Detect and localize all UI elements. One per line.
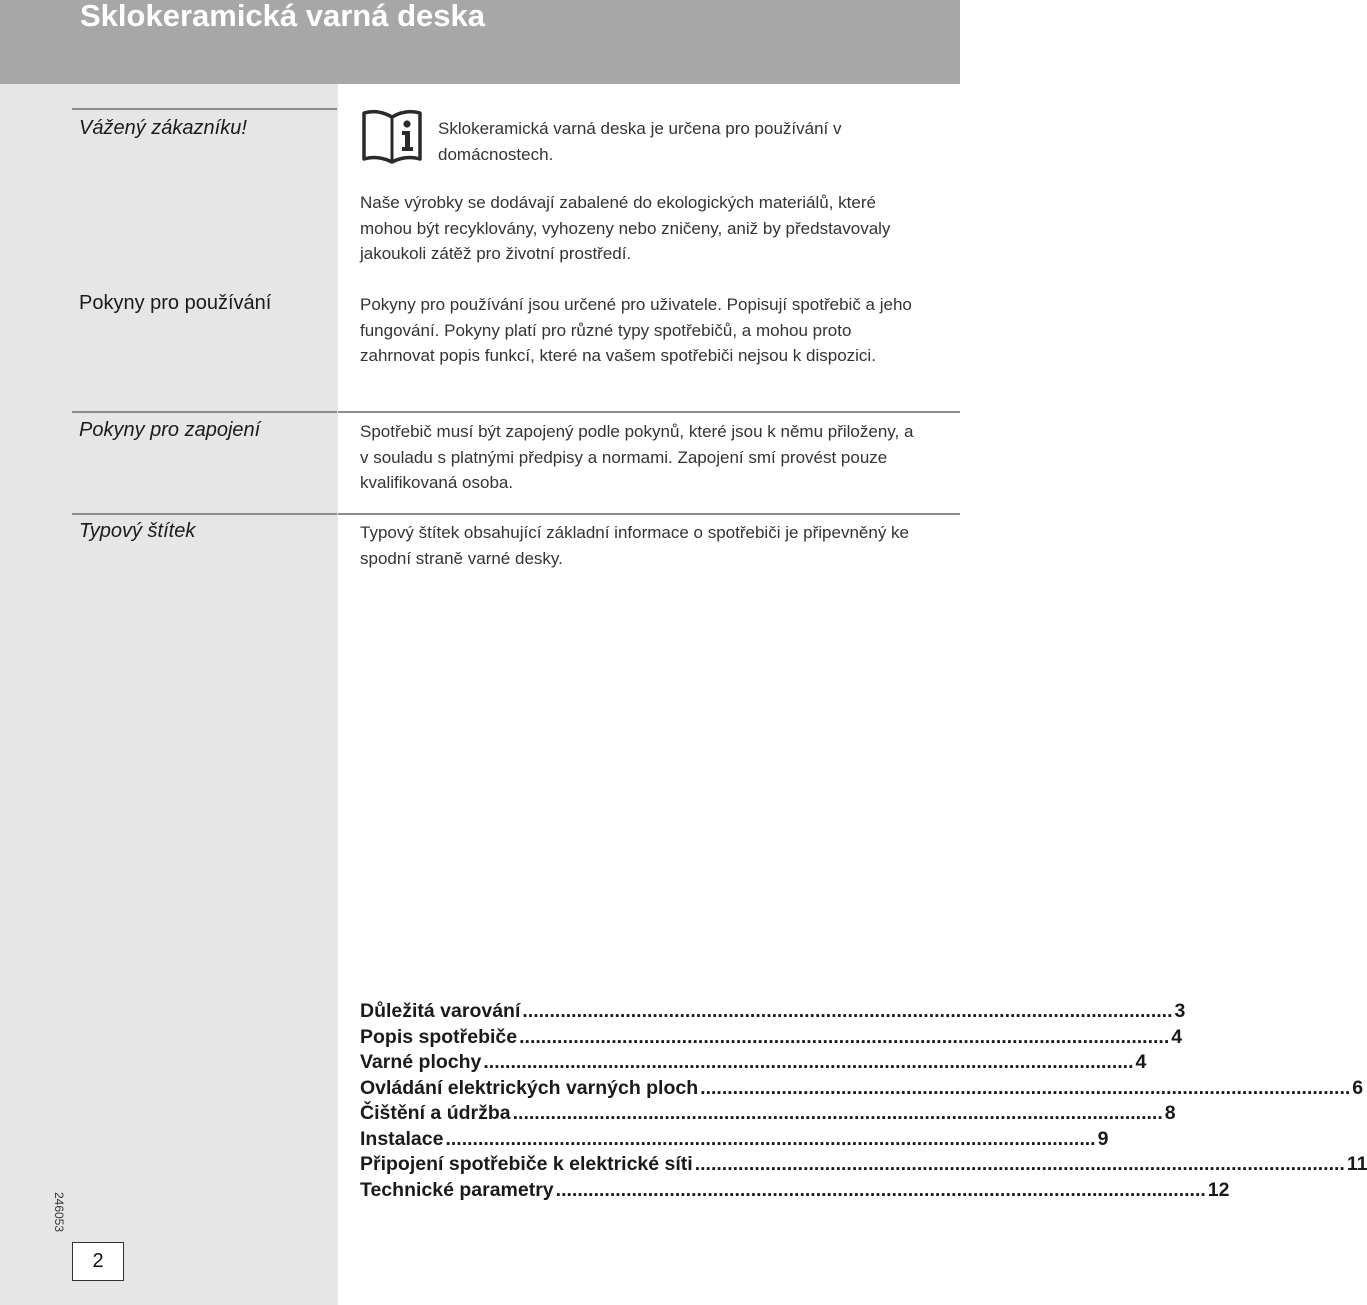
page-number: 2 <box>72 1242 124 1281</box>
toc-entry-title: Varné plochy <box>360 1051 482 1073</box>
page-header <box>0 0 960 84</box>
toc-entry-title: Technické parametry <box>360 1178 554 1201</box>
toc-leader: ........................................................................................................................ <box>694 1153 1345 1175</box>
toc-entry[interactable] <box>360 1152 1367 1178</box>
sidebar-label-customer: Vážený zákazníku! <box>79 117 247 139</box>
toc-entry-page: 3 <box>1174 1000 1186 1022</box>
toc-leader: ........................................................................................................................ <box>512 1102 1163 1124</box>
toc-entry-title: Čištění a údržba <box>360 1102 511 1124</box>
intro-text: Sklokeramická varná deska je určena pro používání v domácnostech. <box>438 119 842 164</box>
toc-entry[interactable] <box>360 1127 1109 1153</box>
toc-entry[interactable] <box>360 1025 1183 1051</box>
toc-leader: ........................................................................................................................ <box>519 1025 1170 1048</box>
packaging-text: Naše výrobky se dodávají zabalené do ekologických materiálů, které mohou být recyklovány, vyhozeny nebo zničeny, aniž by představovaly jakoukoli zátěž pro životní prostředí. <box>360 193 891 263</box>
usage-text: Pokyny pro používání jsou určené pro uživatele. Popisují spotřebič a jeho fungování. Pokyny platí pro různé typy spotřebičů, a mohou proto zahrnovat popis funkcí, které na vašem spotřebiči nejsou k dispozici. <box>360 295 912 365</box>
sidebar-label-connection: Pokyny pro zapojení <box>79 419 261 441</box>
sidebar-label-usage: Pokyny pro používání <box>79 292 272 314</box>
sidebar-divider <box>72 513 337 515</box>
toc-entry[interactable] <box>360 999 1186 1025</box>
toc-entry-page: 9 <box>1097 1127 1109 1150</box>
toc-entry[interactable] <box>360 1178 1230 1204</box>
toc-entry-page: 8 <box>1164 1102 1176 1124</box>
toc-leader: ........................................................................................................................ <box>700 1076 1351 1099</box>
toc-entry-title: Ovládání elektrických varných ploch <box>360 1076 699 1099</box>
toc-entry[interactable] <box>360 1050 1147 1076</box>
toc-entry-page: 4 <box>1135 1051 1147 1073</box>
table-of-contents <box>360 999 1367 1203</box>
toc-entry-title: Instalace <box>360 1127 444 1150</box>
toc-entry-page: 4 <box>1171 1025 1183 1048</box>
page-title: Sklokeramická varná deska <box>80 0 485 33</box>
main-divider <box>338 513 960 515</box>
toc-entry-page: 11 <box>1346 1153 1367 1175</box>
main-divider <box>338 411 960 413</box>
toc-leader: ........................................................................................................................ <box>483 1051 1134 1073</box>
sidebar-divider <box>72 411 337 413</box>
rating-plate-text: Typový štítek obsahující základní informace o spotřebiči je připevněný ke spodní straně varné desky. <box>360 523 910 568</box>
toc-entry[interactable] <box>360 1076 1364 1102</box>
sidebar-divider <box>72 108 337 110</box>
toc-entry[interactable] <box>360 1101 1176 1127</box>
info-manual-icon <box>360 109 424 165</box>
sidebar <box>0 84 338 1305</box>
toc-leader: ........................................................................................................................ <box>522 1000 1173 1022</box>
connection-text: Spotřebič musí být zapojený podle pokynů, které jsou k němu přiloženy, a v souladu s platnými předpisy a normami. Zapojení smí provést pouze kvalifikovaná osoba. <box>360 422 914 492</box>
toc-leader: ........................................................................................................................ <box>445 1127 1096 1150</box>
toc-entry-title: Popis spotřebiče <box>360 1025 518 1048</box>
toc-leader: ........................................................................................................................ <box>555 1178 1206 1201</box>
toc-entry-title: Důležitá varování <box>360 1000 521 1022</box>
sidebar-label-rating-plate: Typový štítek <box>79 520 196 542</box>
toc-entry-page: 12 <box>1207 1178 1230 1201</box>
toc-entry-page: 6 <box>1352 1076 1364 1099</box>
document-code: 246053 <box>52 1191 66 1233</box>
toc-entry-title: Připojení spotřebiče k elektrické síti <box>360 1153 693 1175</box>
